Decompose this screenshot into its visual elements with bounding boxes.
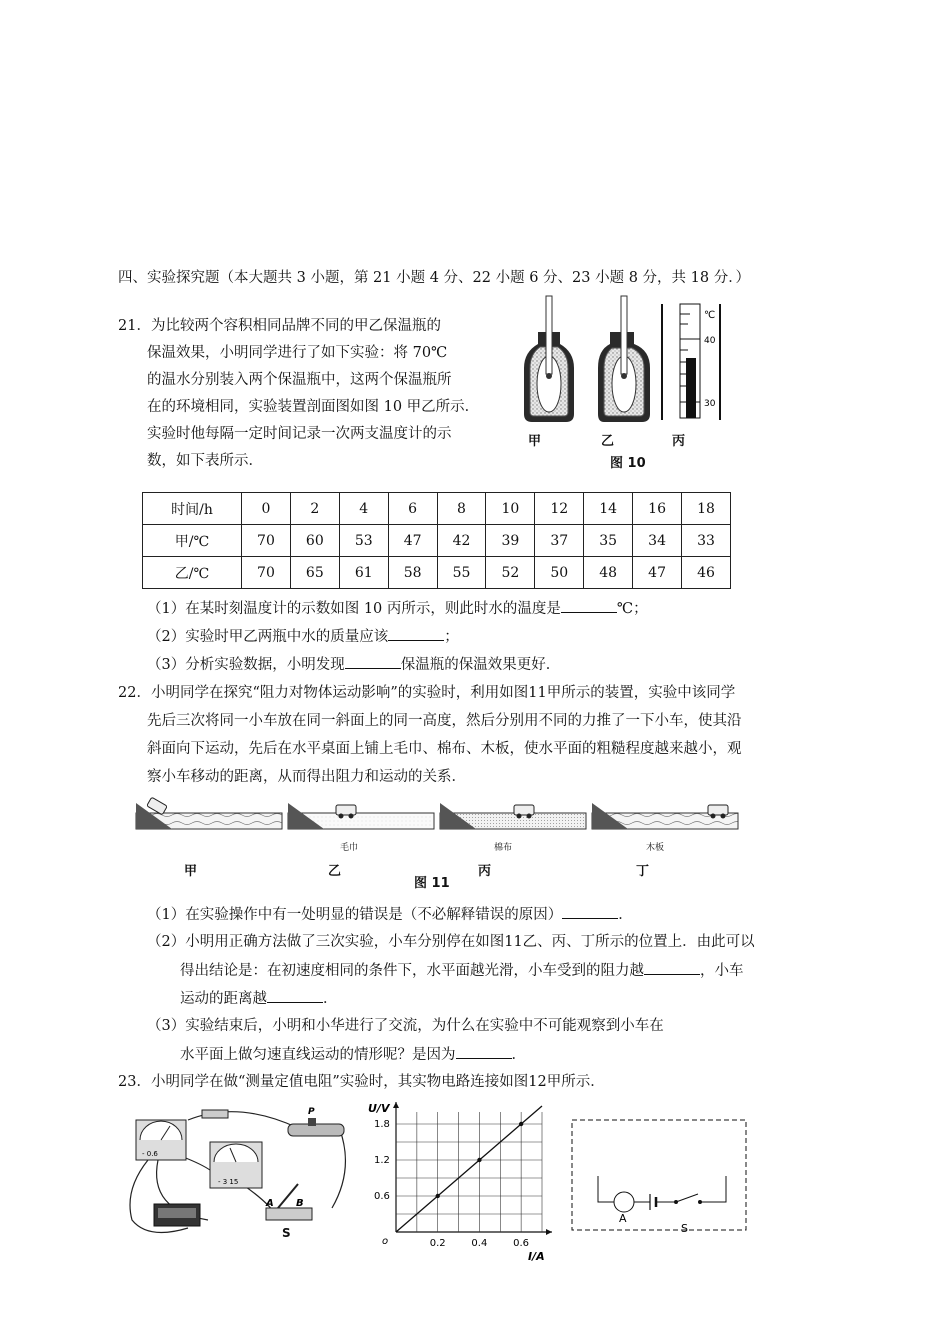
q22-sub1-tail: ．	[618, 907, 633, 923]
q23-stem: 23．小明同学在做“测量定值电阻”实验时，其实物电路连接如图12甲所示．	[118, 1074, 605, 1090]
q22-sub2-line3	[180, 988, 338, 1009]
table-cell: 52	[486, 557, 535, 589]
ammeter-symbol-label: A	[619, 1212, 627, 1225]
table-cell: 2	[290, 493, 339, 525]
voltmeter-icon	[210, 1142, 262, 1188]
table-cell: 0	[242, 493, 291, 525]
figure-label: 乙	[601, 434, 615, 449]
surface-label: 毛巾	[340, 843, 359, 853]
table-row	[143, 493, 731, 525]
u-i-graph	[366, 1098, 556, 1263]
table-cell: 65	[290, 557, 339, 589]
x-tick-label: 0.4	[471, 1238, 488, 1249]
slider-label: P	[308, 1107, 315, 1117]
table-row	[143, 525, 731, 557]
q21-line: 保温效果，小明同学进行了如下实验：将 70℃	[147, 345, 448, 361]
x-tick-label: 0.6	[513, 1238, 530, 1249]
table-cell: 35	[584, 525, 633, 557]
table-cell: 8	[437, 493, 486, 525]
q21-sub3-tail: 保温瓶的保温效果更好．	[400, 657, 561, 673]
temperature-table	[142, 492, 731, 589]
table-cell: 乙/℃	[143, 557, 242, 589]
table-cell: 16	[633, 493, 682, 525]
ammeter-scale: - 0.6	[142, 1150, 158, 1158]
table-cell: 6	[388, 493, 437, 525]
surface-label: 木板	[646, 843, 665, 853]
q21-line: 21．为比较两个容积相同品牌不同的甲乙保温瓶的	[118, 318, 441, 334]
answer-blank[interactable]	[561, 598, 617, 613]
thermometer-c	[662, 304, 720, 420]
q22-sub1-text: （1）在实验操作中有一处明显的错误是（不必解释错误的原因）	[147, 907, 563, 923]
q22-line: 察小车移动的距离，从而得出阻力和运动的关系．	[147, 769, 466, 785]
surface-label: 棉布	[494, 843, 513, 853]
table-cell: 47	[388, 525, 437, 557]
origin-label: o	[382, 1236, 389, 1247]
q22-sub2-text: 得出结论是：在初速度相同的条件下，水平面越光滑，小车受到的阻力越	[180, 963, 644, 979]
table-cell: 42	[437, 525, 486, 557]
thermos-flask-b	[598, 296, 650, 422]
q22-line: 先后三次将同一小车放在同一斜面上的同一高度，然后分别用不同的力推了一下小车，使其沿	[147, 713, 742, 729]
ramp-setup-c	[440, 803, 586, 829]
table-cell: 61	[339, 557, 388, 589]
q22-sub3-line2	[180, 1044, 526, 1065]
circuit-schematic	[570, 1118, 750, 1234]
table-cell: 46	[682, 557, 731, 589]
figure-caption: 图 10	[610, 456, 646, 471]
answer-blank[interactable]	[345, 654, 401, 669]
thermos-flask-a	[524, 296, 574, 422]
q22-sub2-text: 运动的距离越	[180, 991, 267, 1007]
resistor-icon	[202, 1110, 228, 1118]
data-point	[477, 1158, 481, 1162]
tick-label: 40	[704, 336, 716, 346]
answer-blank[interactable]	[562, 904, 618, 919]
answer-blank[interactable]	[456, 1044, 512, 1059]
q21-sub2-tail: ；	[444, 629, 459, 645]
table-cell: 甲/℃	[143, 525, 242, 557]
figure-label: 丁	[636, 864, 650, 879]
table-cell: 48	[584, 557, 633, 589]
y-axis-arrow	[393, 1102, 399, 1108]
y-tick-label: 0.6	[374, 1191, 390, 1202]
table-cell: 33	[682, 525, 731, 557]
answer-blank[interactable]	[388, 626, 444, 641]
table-cell: 37	[535, 525, 584, 557]
x-axis-arrow	[546, 1229, 552, 1235]
q22-sub2-line: （2）小明用正确方法做了三次实验，小车分别停在如图11乙、丙、丁所示的位置上．由此可以	[147, 934, 755, 950]
power-supply-icon	[154, 1204, 200, 1226]
ramp-setup-b	[288, 803, 434, 829]
q21-sub1	[147, 598, 648, 619]
figure-10	[520, 292, 740, 472]
table-cell: 53	[339, 525, 388, 557]
table-cell: 47	[633, 557, 682, 589]
table-cell: 50	[535, 557, 584, 589]
y-tick-label: 1.8	[374, 1119, 390, 1130]
figure-caption: 图 11	[414, 876, 450, 891]
table-cell: 时间/h	[143, 493, 242, 525]
terminal-label: B	[296, 1198, 304, 1209]
table-cell: 55	[437, 557, 486, 589]
circuit-physical	[118, 1100, 358, 1240]
thermometer-unit: ℃	[704, 310, 716, 321]
q22-line: 斜面向下运动，先后在水平桌面上铺上毛巾、棉布、木板，使水平面的粗糙程度越来越小，观	[147, 741, 742, 757]
q21-sub1-tail: ℃；	[616, 601, 648, 617]
q21-line: 数，如下表所示．	[147, 453, 263, 469]
q21-sub2	[147, 626, 459, 647]
q21-sub3	[147, 654, 560, 675]
q22-sub2-tail: ，小车	[700, 963, 744, 979]
ramp-setup-a	[136, 797, 282, 829]
q21-sub3-text: （3）分析实验数据，小明发现	[147, 657, 345, 673]
q22-sub2-line2	[180, 960, 744, 981]
q22-line: 22．小明同学在探究“阻力对物体运动影响”的实验时，利用如图11甲所示的装置，实验中该同学	[118, 685, 736, 701]
q21-sub2-text: （2）实验时甲乙两瓶中水的质量应该	[147, 629, 389, 645]
table-cell: 4	[339, 493, 388, 525]
q21-sub1-text: （1）在某时刻温度计的示数如图 10 丙所示，则此时水的温度是	[147, 601, 561, 617]
section-title: 四、实验探究题（本大题共 3 小题，第 21 小题 4 分、22 小题 6 分、23 小题 8 分，共 18 分．）	[118, 270, 750, 286]
switch-label: S	[282, 1226, 291, 1240]
figure-11	[132, 795, 752, 845]
q21-line: 在的环境相同，实验装置剖面图如图 10 甲乙所示．	[147, 399, 480, 415]
q22-sub3-text: 水平面上做匀速直线运动的情形呢？是因为	[180, 1047, 456, 1063]
q22-sub3-line: （3）实验结束后，小明和小华进行了交流，为什么在实验中不可能观察到小车在	[147, 1018, 664, 1034]
terminal-label: A	[266, 1198, 274, 1209]
x-axis-label: I/A	[528, 1250, 545, 1263]
switch-symbol-label: S	[681, 1222, 688, 1234]
table-cell: 18	[682, 493, 731, 525]
table-cell: 60	[290, 525, 339, 557]
ammeter-symbol-icon	[614, 1192, 634, 1212]
table-cell: 70	[242, 557, 291, 589]
voltmeter-scale: - 3 15	[218, 1178, 239, 1186]
q22-sub2-tail: ．	[323, 991, 338, 1007]
y-axis-label: U/V	[368, 1102, 390, 1115]
q22-sub1	[147, 904, 633, 925]
table-cell: 10	[486, 493, 535, 525]
data-point	[519, 1122, 523, 1126]
q22-sub3-tail: ．	[511, 1047, 526, 1063]
y-tick-label: 1.2	[374, 1155, 390, 1166]
ammeter-icon	[136, 1120, 186, 1160]
q21-line: 的温水分别装入两个保温瓶中，这两个保温瓶所	[147, 372, 452, 388]
data-point	[436, 1194, 440, 1198]
switch-icon	[265, 1184, 312, 1220]
figure-label: 丙	[478, 864, 492, 879]
x-tick-label: 0.2	[429, 1238, 446, 1249]
figure-label: 乙	[328, 864, 342, 879]
table-cell: 39	[486, 525, 535, 557]
tick-label: 30	[704, 399, 716, 409]
figure-label: 甲	[184, 864, 198, 879]
table-row	[143, 557, 731, 589]
answer-blank[interactable]	[267, 988, 323, 1003]
table-cell: 58	[388, 557, 437, 589]
table-cell: 12	[535, 493, 584, 525]
figure-label: 甲	[528, 434, 542, 449]
ramp-setup-d	[592, 803, 738, 829]
rheostat-icon	[288, 1107, 344, 1136]
figure-label: 丙	[672, 434, 686, 449]
q21-line: 实验时他每隔一定时间记录一次两支温度计的示	[147, 426, 452, 442]
switch-symbol-icon	[676, 1194, 698, 1202]
table-cell: 14	[584, 493, 633, 525]
table-cell: 34	[633, 525, 682, 557]
answer-blank[interactable]	[644, 960, 700, 975]
table-cell: 70	[242, 525, 291, 557]
